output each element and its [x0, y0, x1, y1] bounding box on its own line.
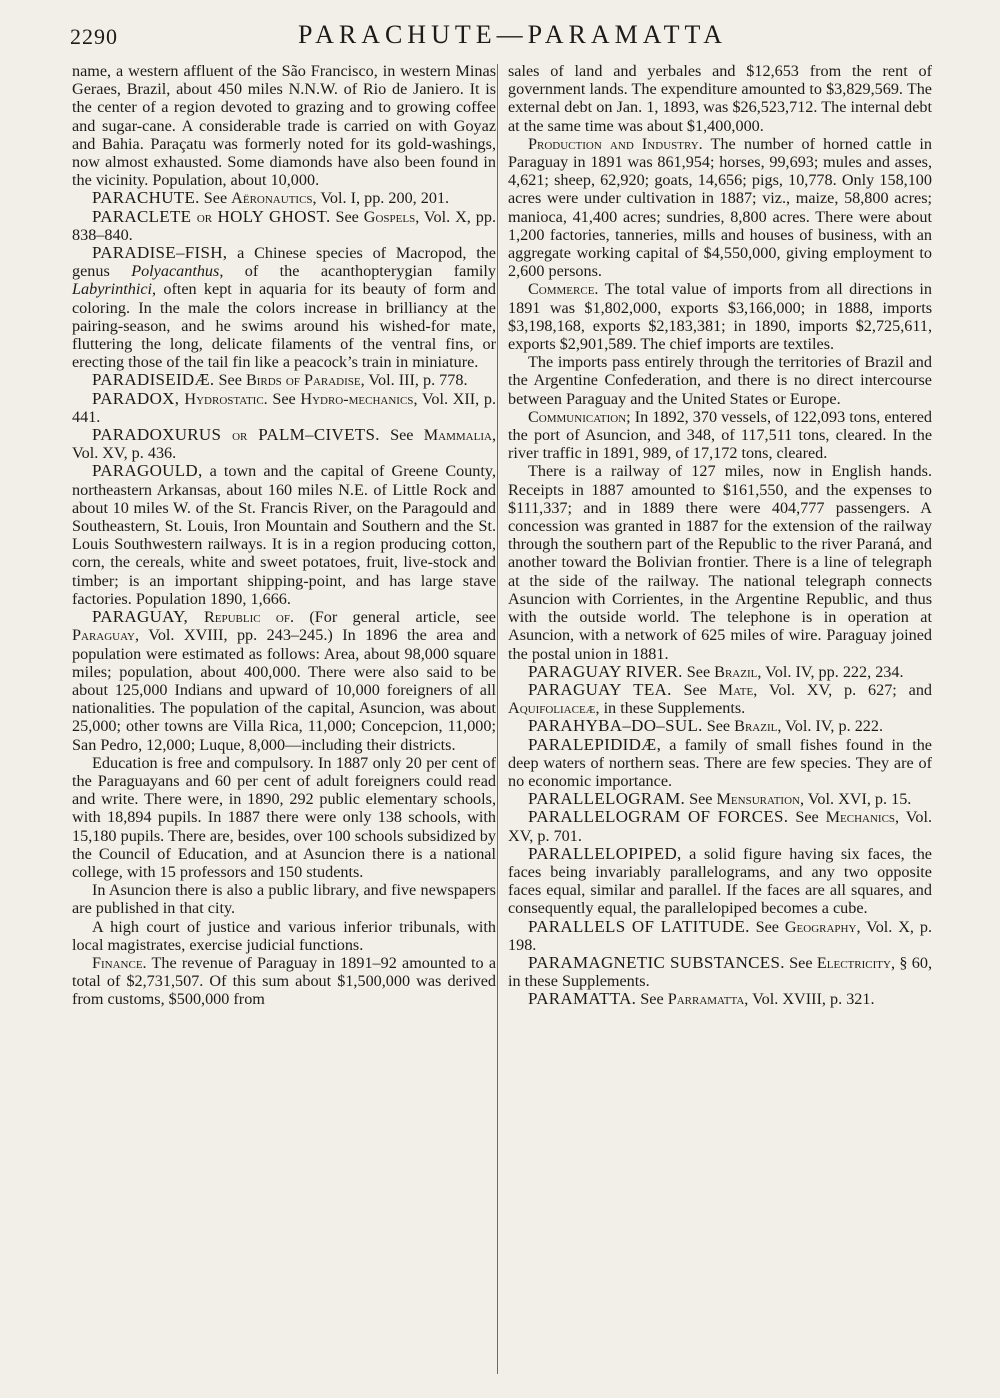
text-run: PARACLETE — [92, 206, 197, 226]
page-number: 2290 — [70, 24, 118, 49]
text-run: Hydrostatic. — [184, 389, 268, 408]
text-run: a town and the capital of Greene County, northeastern Arkansas, about 160 miles N.E. of Little Rock and about 10 miles W. of the St. Francis River, on the Paragould and Southeastern, St. Louis, Iron Mountain and Southern and the St. Louis Southwestern railways. It is in a region producing cotton, corn, the cereals, white and sweet potatoes, fruit, live-stock and timber; is an important shipping-point, and has large stave factories. Population 1890, 1,666. — [72, 462, 496, 608]
text-run: In 1892, 370 vessels, of 122,093 tons, entered the port of Asuncion, and 348, of 117,511 tons, cleared. In the river traffic in 1891, 989, of 17,172 tons, cleared. — [508, 407, 932, 463]
text-run: , often kept in aquaria for its beauty of form and coloring. In the male the colors increase in brilliancy at the pairing-season, and he swims around his wished-for mate, fluttering the long, delicate filaments of the ventral fins, or erecting those of the tail fin like a peacock’s train in miniature. — [72, 280, 496, 372]
paragraph — [508, 663, 932, 681]
text-run: See — [749, 917, 785, 936]
text-run: Commerce. — [528, 280, 599, 299]
paragraph — [508, 62, 932, 135]
text-run: Aëronautics — [231, 189, 313, 208]
text-run: or — [232, 426, 248, 445]
text-run: Mammalia — [423, 426, 492, 445]
text-run: PARALLELS OF LATITUDE. — [528, 916, 750, 936]
text-run: Birds of Paradise — [245, 371, 361, 390]
text-run: The total value of imports from all directions in 1891 was $1,802,000, exports $3,166,000; in 1888, imports $3,198,168, exports $2,183,381; in 1890, imports $2,725,611, exports $2,901,589. The chief imports are textiles. — [508, 280, 932, 354]
text-run: See — [379, 426, 424, 445]
text-run: PARADISE–FISH, — [92, 243, 228, 263]
text-run: See — [682, 662, 715, 681]
text-run: PARACHUTE. — [92, 188, 200, 208]
paragraph — [508, 990, 932, 1008]
text-run: , Vol. XVI, p. 15. — [799, 790, 912, 809]
running-head: PARACHUTE—PARAMATTA — [298, 20, 728, 49]
text-run: There is a railway of 127 miles, now in English hands. Receipts in 1887 amounted to $161,550, and the expenses to $111,337; and in 1889 there were 404,777 passengers. A concession was granted in 1887 for the extension of the railway through the southern part of the Republic to the river Paraná, and another toward the Bolivian frontier. There is a line of telegraph at the side of the railway. The national telegraph connects Asuncion with Corrientes, in the Argentine Republic, and thus with the outside world. The telephone is in operation at Asuncion, with a network of 625 miles of wire. Paraguay joined the postal union in 1881. — [508, 462, 932, 663]
text-run: , Vol. IV, pp. 222, 234. — [757, 662, 904, 681]
text-run: , of the acanthopterygian family — [219, 262, 497, 281]
text-run: Republic of. — [203, 608, 295, 627]
text-run: , Vol. XV, p. 627; and — [753, 680, 933, 699]
text-run: , Vol. I, pp. 200, 201. — [312, 189, 450, 208]
text-run: , Vol. XVIII, p. 321. — [744, 990, 875, 1009]
paragraph — [508, 918, 932, 954]
text-run: Communication; — [528, 407, 631, 426]
text-run: a Chinese species of Macropod, the genus — [72, 244, 496, 281]
text-run: PARALEPIDIDÆ, — [528, 734, 662, 754]
paragraph — [72, 62, 496, 189]
text-run: Mechanics — [825, 808, 896, 827]
text-run: PARADOX, — [92, 388, 185, 408]
text-run: a solid figure having six faces, the faces being invariably parallelograms, and any two opposite faces equal, similar and parallel. If the faces are all squares, and consequently equal, the parallelopiped becomes a cube. — [508, 844, 932, 918]
paragraph — [72, 390, 496, 426]
paragraph — [72, 426, 496, 462]
text-run: , § 60, in these Supplements. — [508, 953, 933, 991]
text-run: Aquifoliaceæ — [508, 699, 596, 718]
text-run: PARAMATTA. — [528, 989, 637, 1009]
paragraph — [508, 790, 932, 808]
text-run: name, a western affluent of the São Francisco, in western Minas Geraes, Brazil, about 450 miles N.N.W. of Rio de Janiero. It is the center of a region devoted to grazing and to growing coffee and sugar-cane. A considerable trade is carried on with Goyaz and Bahia. Paraçatu was formerly noted for its gold-washings, now almost exhausted. Some diamonds have also been found in the vicinity. Population, about 10,000. — [72, 62, 496, 190]
text-run: Labyrinthici — [72, 280, 153, 299]
text-run: See — [330, 207, 364, 226]
text-run: PARAGUAY TEA. — [528, 679, 672, 699]
text-run: PARAGOULD, — [92, 461, 203, 481]
text-run: , Vol. XII, p. 441. — [72, 389, 497, 426]
text-run: A high court of justice and various inferior tribunals, with local magistrates, exercise judicial functions. — [72, 917, 496, 954]
text-run: Electricity — [816, 953, 891, 972]
text-run: , Vol. XV, p. 701. — [508, 808, 932, 845]
paragraph — [72, 462, 496, 608]
text-run: PARALLELOGRAM OF FORCES. — [528, 807, 789, 827]
text-run: In Asuncion there is also a public library, and five newspapers are published in that city. — [72, 881, 496, 918]
paragraph — [72, 754, 496, 881]
text-run: or — [196, 207, 213, 226]
text-run: (For general article, see — [294, 608, 496, 627]
text-run: Geography — [784, 917, 857, 936]
text-run: PALM–CIVETS. — [247, 425, 380, 445]
text-run: PARALLELOPIPED, — [528, 843, 682, 863]
text-run: Parramatta — [667, 990, 745, 1009]
left-column — [72, 62, 496, 1009]
text-run: The imports pass entirely through the territories of Brazil and the Argentine Confederation, and there is no direct intercourse between Paraguay and the United States or Europe. — [508, 353, 932, 408]
paragraph — [72, 244, 496, 371]
text-run: Education is free and compulsory. In 1887 only 20 per cent of the Paraguayans and 60 per cent of adult foreigners could read and write. There were, in 1890, 292 public elementary schools, with 18,894 pupils. In 1887 there were only 138 schools, with 15,180 pupils. There are, besides, over 100 schools subsidized by the Council of Education, and at Asuncion there is a national college, with 15 professors and 150 students. — [72, 753, 496, 881]
text-run: , Vol. X, pp. 838–840. — [72, 207, 497, 244]
text-run: , in these Supplements. — [595, 699, 746, 718]
text-run: HOLY GHOST. — [212, 206, 331, 226]
paragraph — [508, 462, 932, 662]
paragraph — [508, 808, 932, 844]
paragraph — [72, 371, 496, 389]
text-run: The revenue of Paraguay in 1891–92 amounted to a total of $2,731,507. Of this sum about $1,500,000 was derived from customs, $500,000 from — [72, 953, 496, 1009]
column-divider — [497, 64, 498, 1374]
paragraph — [508, 681, 932, 717]
text-run: See — [702, 717, 735, 736]
paragraph — [508, 280, 932, 353]
text-run: PARAHYBA–DO–SUL. — [528, 716, 703, 736]
text-run: Mate — [718, 680, 754, 699]
text-run: Hydro-mechanics — [300, 389, 414, 408]
text-run: See — [784, 953, 817, 972]
paragraph — [508, 845, 932, 918]
text-run: See — [267, 389, 301, 408]
page-header — [70, 18, 930, 58]
paragraph — [72, 954, 496, 1009]
text-run: , Vol. XV, p. 436. — [72, 426, 496, 463]
paragraph — [72, 608, 496, 754]
text-run: See — [636, 990, 668, 1009]
text-run: See — [199, 189, 232, 208]
text-run: Finance. — [92, 953, 147, 972]
text-run: PARAMAGNETIC SUBSTANCES. — [528, 952, 785, 972]
text-run: Brazil — [714, 662, 758, 681]
text-run: , Vol. IV, p. 222. — [777, 717, 884, 736]
paragraph — [508, 736, 932, 791]
paragraph — [72, 189, 496, 207]
text-run: Paraguay — [72, 626, 135, 645]
text-run: Polyacanthus — [131, 262, 220, 281]
text-run: The number of horned cattle in Paraguay in 1891 was 861,954; horses, 99,693; mules and asses, 4,621; sheep, 62,920; goats, 14,656; pigs, 10,778. Only 158,100 acres were under cultivation in 1887; viz., maize, 58,800 acres; manioca, 41,400 acres; sundries, 8,800 acres. There were about 1,200 factories, tanneries, mills and houses of business, with an aggregate working capital of $4,550,000, giving employment to 2,600 persons. — [508, 134, 932, 281]
text-run: Mensuration — [716, 790, 800, 809]
paragraph — [508, 353, 932, 408]
text-run: PARAGUAY, — [92, 607, 204, 627]
text-run: PARAGUAY RIVER. — [528, 661, 683, 681]
text-run: Production and Industry. — [528, 134, 703, 153]
text-run: See — [788, 808, 826, 827]
text-run: Gospels — [363, 207, 416, 226]
paragraph — [508, 135, 932, 281]
paragraph — [72, 881, 496, 917]
text-run: Brazil — [734, 717, 778, 736]
text-run: PARALLELOGRAM. — [528, 789, 686, 809]
paragraph — [508, 717, 932, 735]
paragraph — [508, 408, 932, 463]
text-run: PARADISEIDÆ. — [92, 370, 215, 390]
text-run: See — [214, 371, 246, 390]
paragraph — [508, 954, 932, 990]
text-run: , Vol. III, p. 778. — [360, 371, 468, 390]
paragraph — [72, 918, 496, 954]
text-run: , Vol. X, p. 198. — [508, 917, 932, 954]
text-run: sales of land and yerbales and $12,653 from the rent of government lands. The expenditure amounted to $3,829,569. The external debt on Jan. 1, 1893, was $26,523,712. The internal debt at the same time was about $1,400,000. — [508, 62, 932, 135]
text-run: PARADOXURUS — [92, 425, 233, 445]
text-run: , Vol. XVIII, pp. 243–245.) In 1896 the area and population were estimated as follows: Area, about 98,000 square miles; population, about 400,000. There were also said to be about 125,000 Indians and upward of 10,000 foreigners of all nationalities. The population of the capital, Asuncion, was about 25,000; other towns are Villa Rica, 11,000; Concepcion, 11,000; San Pedro, 12,000; Luque, 8,000—including their districts. — [72, 626, 496, 754]
text-run: See — [685, 790, 717, 809]
right-column — [508, 62, 932, 1009]
text-run: a family of small fishes found in the deep waters of northern seas. There are few species. They are of no economic importance. — [508, 735, 932, 790]
paragraph — [72, 208, 496, 244]
text-run: See — [671, 680, 719, 699]
